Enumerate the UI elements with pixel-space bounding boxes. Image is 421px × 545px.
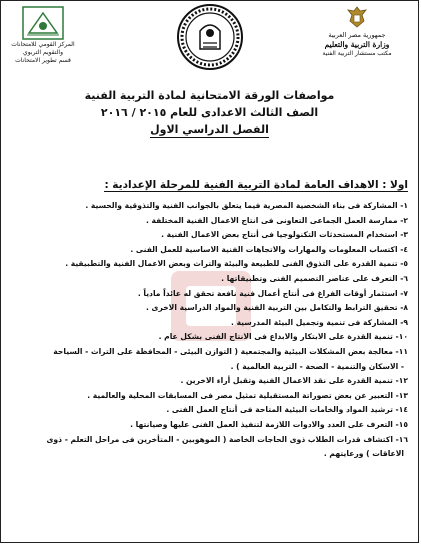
objectives-heading-text: اولا : الاهداف العامة لمادة التربية الفنية للمرحلة الإعدادية : [104, 179, 408, 191]
objective-item-16: ١٦- اكتشاف قدرات الطلاب ذوى الحاجات الخاصة ( الموهوبين - المتأخرين فى مراحل التعلم - ذوى [46, 434, 408, 444]
document-titles [1, 87, 418, 138]
objective-item-14: ١٤- ترشيد المواد والخامات البيئية المتاحة فى أنتاج العمل الفنى . [166, 405, 408, 415]
objective-item-12: ١٢- تنمية القدرة على نقد الاعمال الفنية وتقبل أراء الاخرين . [180, 376, 408, 386]
objective-item-3: ٣- استخدام المستحدثات التكنولوجيا فى أنتاج بعض الاعمال الفنية . [161, 230, 408, 240]
eagle-emblem-icon [346, 5, 368, 29]
objective-item-1: ١- المشاركة فى بناء الشخصية المصرية فيما يتعلق بالجوانب الفنية والتذوقية والحسية . [85, 201, 408, 210]
objectives-heading [8, 177, 408, 193]
objective-item-10: ١٠- تنمية القدرة على الابتكار والابداع فى الانتاج الفنى بشكل عام . [158, 332, 408, 342]
page-header [1, 1, 418, 81]
objective-item-8: ٨- تحقيق الترابط والتكامل بين التربية الفنية والمواد الدراسية الاخرى . [145, 303, 408, 313]
objectives-section [8, 177, 408, 462]
objective-item-16-continued: الاعاقات ) ورعايتهم . [323, 449, 404, 459]
art-advisor-office: مكتب مستشار التربية الفنية [322, 50, 392, 57]
ministry-name: وزارة التربية والتعليم [324, 40, 390, 49]
art-education-seal-icon [176, 3, 244, 71]
objective-item-11: ١١- معالجة بعض المشكلات البيئية والمجتمعية ( التوازن البيئى - المحافظة على التراث - السياحة [53, 346, 408, 356]
term-label: الفصل الدراسي الاول [150, 123, 269, 136]
exam-center-logo [7, 5, 79, 65]
objective-item-13: ١٣- التعبير عن بعض تصوراتة المستقبلية تمثيل مصر فى المسابقات المحلية والعالمية . [87, 390, 408, 400]
objective-item-15: ١٥- التعرف على العدد والادوات اللازمة لتنفيذ العمل الفنى عليها وصيانتها . [130, 419, 408, 429]
exam-center-line3: قسم تطوير الامتحانات [15, 57, 71, 64]
objective-item-11-continued: - الاسكان والتنمية - الصحة - التربية العالمية ) . [230, 361, 404, 371]
objectives-list [8, 199, 408, 462]
ministry-country: جمهورية مصر العربية [328, 31, 386, 39]
objective-item-4: ٤- اكتساب المعلومات والمهارات والاتجاهات الفنية الاساسية للعمل الفنى . [130, 244, 408, 254]
exam-center-line1: المركز القومي للامتحانات [11, 41, 75, 48]
objective-item-5: ٥- تنمية القدرة على التذوق الفنى للطبيعة والبيئة والتراث وبعض الاعمال الفنية والتطبيقية . [65, 259, 408, 269]
document-title: مواصفات الورقة الامتحانية لمادة التربية الفنية [84, 89, 335, 102]
objective-item-9: ٩- المشاركة فى تنمية وتجميل البيئة المدرسية . [231, 317, 408, 327]
document-subtitle-term [1, 121, 418, 138]
document-subtitle-grade: الصف الثالث الاعدادى للعام ٢٠١٥ / ٢٠١٦ [100, 106, 319, 119]
objective-item-7: ٧- استثمار أوقات الفراغ فى أنتاج أعمال فنية نافعة تحقق له عائداً مادياً . [137, 288, 408, 298]
objective-item-2: ٢- ممارسة العمل الجماعى التعاونى فى انتاج الاعمال الفنية المختلفة . [145, 215, 408, 225]
objective-item-6: ٦- التعرف على عناصر التصميم الفنى وتطبيقاتها . [221, 273, 408, 283]
ministry-logo [302, 5, 412, 58]
exam-center-line2: والتقويم التربوي [23, 49, 63, 56]
exam-center-emblem-icon [21, 5, 65, 41]
